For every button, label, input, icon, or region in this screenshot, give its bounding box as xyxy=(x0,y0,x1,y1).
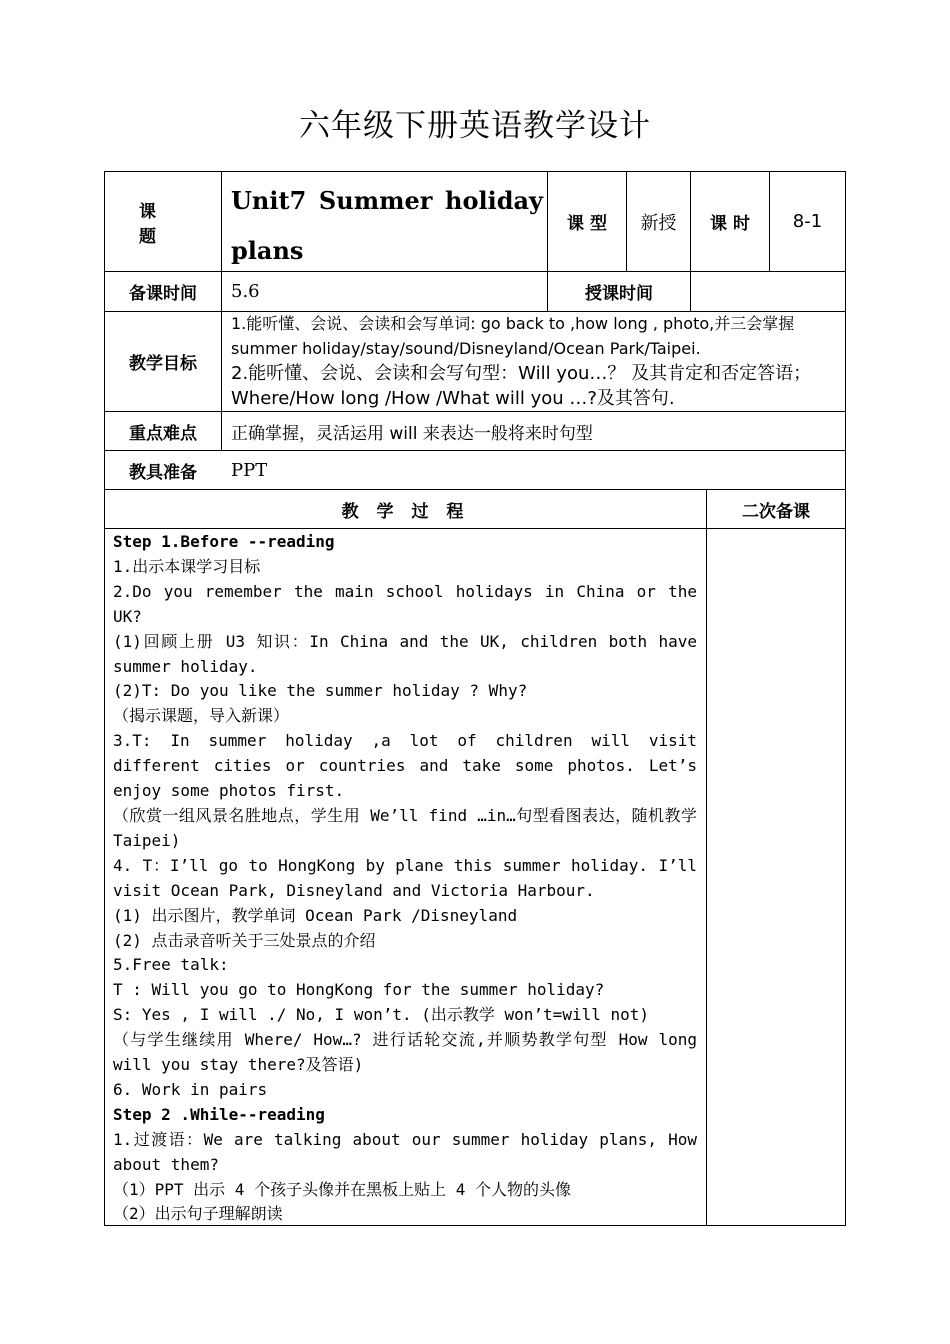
process-body xyxy=(113,530,697,1227)
goals-line-4: Where/How long /How /What will you …?及其答句. xyxy=(231,388,675,409)
process-line: （欣赏一组风景名胜地点，学生用 We’ll find …in…句型看图表达，随机教学 Taipei) xyxy=(113,805,697,850)
goals-text xyxy=(231,311,841,411)
prep-time-label: 备课时间 xyxy=(129,284,197,304)
teach-time-value xyxy=(691,272,845,311)
second-prep-header: 二次备课 xyxy=(742,501,810,522)
process-line: (2) 点击录音听关于三处景点的介绍 xyxy=(113,930,376,950)
process-line: S: Yes , I will ./ No, I won’t. (出示教学 won’t=will not) xyxy=(113,1005,650,1025)
period-label: 课 时 xyxy=(710,214,750,234)
key-points-value: 正确掌握，灵活运用 will 来表达一般将来时句型 xyxy=(231,423,593,444)
type-label: 课 型 xyxy=(567,214,607,234)
process-line: （2）出示句子理解朗读 xyxy=(113,1204,283,1224)
process-line: (2)T: Do you like the summer holiday ? Why? xyxy=(113,681,528,701)
goals-label: 教学目标 xyxy=(129,354,197,374)
process-line: 3.T: In summer holiday ,a lot of children will visit different cities or countries and take some photos. Let’s enjoy some photos first. xyxy=(113,731,697,801)
topic-value: Unit7 Summer holiday plans xyxy=(231,186,543,265)
process-line: （与学生继续用 Where/ How…? 进行话轮交流,并顺势教学句型 How long will you stay there?及答语) xyxy=(113,1030,697,1075)
goals-line-3: 2.能听懂、会说、会读和会写句型：Will you…？ 及其肯定和否定答语； xyxy=(231,363,812,384)
process-line: （1）PPT 出示 4 个孩子头像并在黑板上贴上 4 个人物的头像 xyxy=(113,1179,571,1199)
process-line: （揭示课题，导入新课） xyxy=(113,706,290,726)
prep-time-value: 5.6 xyxy=(231,281,260,302)
tools-label: 教具准备 xyxy=(129,462,197,483)
process-line: (1)回顾上册 U3 知识：In China and the UK, children both have summer holiday. xyxy=(113,631,697,676)
page-title: 六年级下册英语教学设计 xyxy=(299,108,651,144)
period-value: 8-1 xyxy=(792,211,823,232)
process-line: 5.Free talk: xyxy=(113,955,229,975)
process-line: (1) 出示图片，教学单词 Ocean Park /Disneyland xyxy=(113,905,518,925)
process-line: 2.Do you remember the main school holidays in China or the UK? xyxy=(113,581,697,626)
step1-heading: Step 1.Before --reading xyxy=(113,532,335,551)
topic-label-text: 课题 xyxy=(139,201,190,247)
teach-time-label: 授课时间 xyxy=(585,284,653,304)
goals-line-1: 1.能听懂、会说、会读和会写单词: go back to ,how long , photo,并三会掌握 xyxy=(231,314,795,333)
process-line: 6. Work in pairs xyxy=(113,1079,268,1099)
process-line: 4. T：I’ll go to HongKong by plane this summer holiday. I’ll visit Ocean Park, Disneyland and Victoria Harbour. xyxy=(113,855,697,900)
process-header: 教 学 过 程 xyxy=(341,501,470,522)
tools-value: PPT xyxy=(231,459,268,481)
type-value: 新授 xyxy=(640,212,677,234)
process-line: T : Will you go to HongKong for the summer holiday? xyxy=(113,980,605,1000)
step2-heading: Step 2 .While--reading xyxy=(113,1104,325,1124)
topic-label xyxy=(105,172,221,271)
process-line: 1.出示本课学习目标 xyxy=(113,556,261,576)
key-points-label: 重点难点 xyxy=(129,423,197,444)
goals-line-2: summer holiday/stay/sound/Disneyland/Ocean Park/Taipei. xyxy=(231,339,701,358)
process-line: 1.过渡语：We are talking about our summer holiday plans, How about them? xyxy=(113,1129,697,1174)
